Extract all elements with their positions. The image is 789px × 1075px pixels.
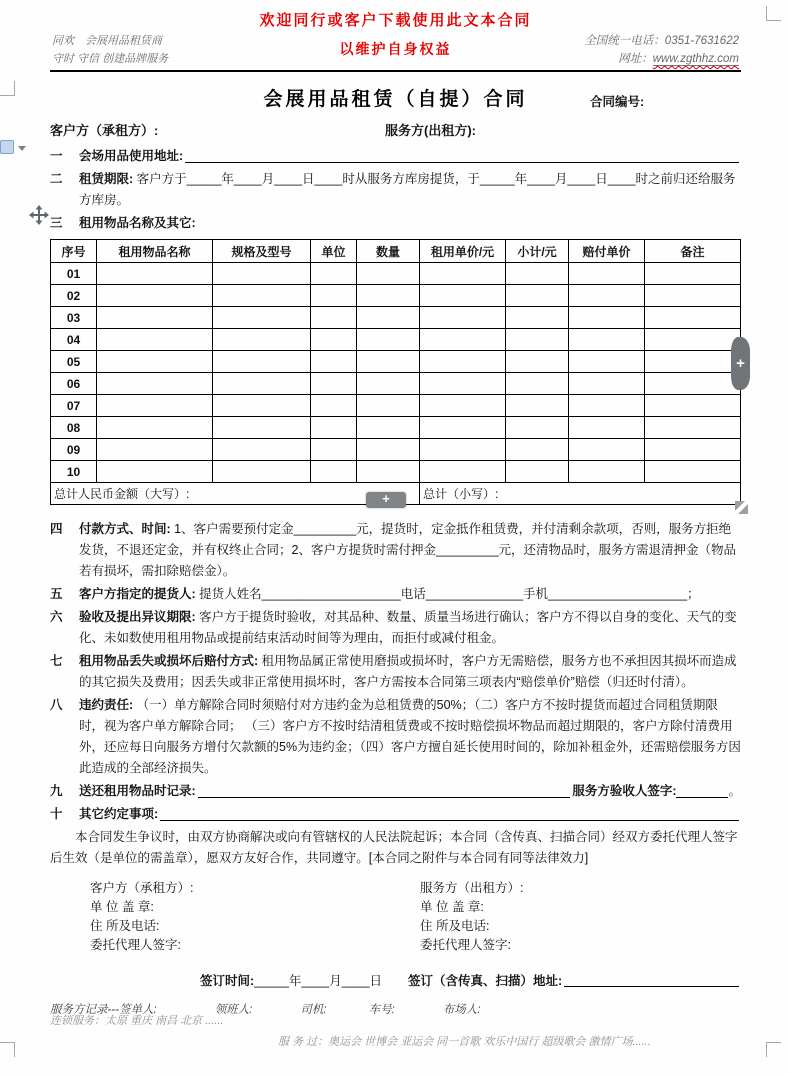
page-footer <box>50 1012 741 1049</box>
item-cell[interactable] <box>213 285 311 307</box>
table-row <box>51 373 741 395</box>
item-cell[interactable] <box>569 263 645 285</box>
item-cell[interactable] <box>569 307 645 329</box>
item-cell[interactable] <box>213 461 311 483</box>
item-cell[interactable] <box>213 263 311 285</box>
clause-label: 会场用品使用地址: <box>79 149 184 163</box>
resize-handle-icon[interactable] <box>733 499 750 516</box>
item-cell[interactable] <box>357 461 420 483</box>
website-link[interactable]: www.zgthhz.com <box>652 53 739 65</box>
sig-customer-seal: 单 位 盖 章: <box>90 900 154 914</box>
col-header-spec: 规格及型号 <box>213 240 311 263</box>
item-cell[interactable] <box>311 351 357 373</box>
sig-service-agent: 委托代理人签字: <box>420 938 511 952</box>
item-cell[interactable] <box>569 417 645 439</box>
items-table-body <box>51 263 741 483</box>
clause-number: 八 <box>50 698 63 712</box>
sig-service-address: 住 所及电话: <box>420 919 490 933</box>
row-number-cell: 02 <box>51 285 97 307</box>
total-amount-words-label[interactable]: 总计人民币金额（大写）: <box>51 483 420 505</box>
item-cell[interactable] <box>420 285 506 307</box>
clause-text: 1、客户需要预付定金_________元，提货时，定金抵作租赁费，并付清剩余款项，否则，服务方拒绝发货，不退还定金，并有权终止合同；2、客户方提货时需付押金_________元，还清物品时，服务方需退清押金（物品若有损坏，需扣除赔偿金）。 <box>79 522 737 578</box>
table-row <box>51 285 741 307</box>
clause-number: 七 <box>50 654 63 668</box>
clause-label: 付款方式、时间: <box>79 522 171 536</box>
item-cell[interactable] <box>645 263 741 285</box>
item-cell[interactable] <box>357 373 420 395</box>
clause-label: 客户方指定的提货人: <box>79 587 196 601</box>
item-cell[interactable] <box>357 417 420 439</box>
clause-text: 客户方于提货时验收，对其品种、数量、质量当场进行确认；客户方不得以自身的变化、天气的变化、未如数使用租用物品或提前结束活动时间等为理由，而拒付或减付租金。 <box>79 610 737 645</box>
item-cell[interactable] <box>311 307 357 329</box>
table-row <box>51 439 741 461</box>
spacer <box>382 971 408 991</box>
closing-paragraph: 本合同发生争议时，由双方协商解决或向有管辖权的人民法院起诉；本合同（含传真、扫描合同）经双方委托代理人签字后生效（是单位的需盖章），愿双方友好合作，共同遵守。[本合同之附件与本合同有同等法律效力] <box>50 830 738 865</box>
col-header-compensation: 赔付单价 <box>569 240 645 263</box>
item-cell[interactable] <box>506 439 569 461</box>
record-plate: 车号: <box>368 1004 395 1016</box>
col-header-unit: 单位 <box>311 240 357 263</box>
item-cell[interactable] <box>97 461 213 483</box>
col-header-subtotal: 小计/元 <box>506 240 569 263</box>
item-cell[interactable] <box>311 285 357 307</box>
item-cell[interactable] <box>645 307 741 329</box>
insert-button[interactable]: + <box>366 492 406 508</box>
blank-underline <box>160 820 739 821</box>
sig-customer-party: 客户方（承租方）: <box>90 881 194 895</box>
clause-payment <box>50 519 741 582</box>
phone-number: 全国统一电话：0351-7631622 <box>584 35 739 47</box>
clause-number: 十 <box>50 807 63 821</box>
item-cell[interactable] <box>420 395 506 417</box>
item-cell[interactable] <box>357 307 420 329</box>
row-number-cell: 05 <box>51 351 97 373</box>
item-cell[interactable] <box>420 351 506 373</box>
move-arrows-icon <box>29 205 49 225</box>
record-foreman: 领班人: <box>214 1004 253 1016</box>
page-content <box>50 6 741 1017</box>
table-row <box>51 263 741 285</box>
clause-label: 违约责任: <box>79 698 134 712</box>
letterhead <box>50 6 741 72</box>
resize-triangles-icon <box>733 499 750 516</box>
col-header-unit-price: 租用单价/元 <box>420 240 506 263</box>
item-cell[interactable] <box>420 307 506 329</box>
item-cell[interactable] <box>506 285 569 307</box>
crop-mark-top-left <box>0 81 15 96</box>
clause-rental-period <box>50 169 741 211</box>
clause-other-terms <box>50 804 741 825</box>
sig-service-party: 服务方（出租方）: <box>420 881 524 895</box>
row-number-cell: 07 <box>51 395 97 417</box>
item-cell[interactable] <box>311 263 357 285</box>
promo-text-line1: 欢迎同行或客户下载使用此文本合同 <box>259 12 532 29</box>
clause-number: 一 <box>50 149 63 163</box>
table-row <box>51 351 741 373</box>
item-cell[interactable] <box>311 439 357 461</box>
crop-mark-bottom-left <box>0 1042 15 1057</box>
item-cell[interactable] <box>311 373 357 395</box>
record-prefix: 服务方记录---签单人: <box>50 1004 157 1016</box>
clause-number: 四 <box>50 522 63 536</box>
table-row <box>51 461 741 483</box>
col-header-item-name: 租用物品名称 <box>97 240 213 263</box>
clause-number: 六 <box>50 610 63 624</box>
clause-return-record <box>50 781 741 802</box>
item-cell[interactable] <box>213 329 311 351</box>
item-cell[interactable] <box>213 307 311 329</box>
parties-row <box>50 120 741 140</box>
item-cell[interactable] <box>420 461 506 483</box>
item-cell[interactable] <box>506 395 569 417</box>
blank-underline <box>185 162 739 163</box>
col-header-remark: 备注 <box>645 240 741 263</box>
item-cell[interactable] <box>506 373 569 395</box>
item-cell[interactable] <box>420 417 506 439</box>
page-title: 会展用品租赁（自提）合同 <box>263 89 528 110</box>
item-cell[interactable] <box>311 395 357 417</box>
item-cell[interactable] <box>311 461 357 483</box>
website-line <box>618 50 739 66</box>
item-cell[interactable] <box>569 329 645 351</box>
signature-block <box>50 879 741 955</box>
crop-mark-bottom-right <box>766 1042 781 1057</box>
item-cell[interactable] <box>569 351 645 373</box>
clause-number: 三 <box>50 216 63 230</box>
chevron-down-icon[interactable] <box>18 146 26 151</box>
item-cell[interactable] <box>357 263 420 285</box>
item-cell[interactable] <box>506 329 569 351</box>
row-number-cell: 01 <box>51 263 97 285</box>
clause-label: 租用物品名称及其它: <box>79 216 196 230</box>
served-events-line: 服 务 过：奥运会 世博会 亚运会 同一首歌 欢乐中国行 超级歌会 激情广场...... <box>278 1036 651 1048</box>
chain-service-line: 连锁服务：太原 重庆 南昌 北京 ...... <box>50 1015 224 1027</box>
clause-label: 验收及提出异议期限: <box>79 610 196 624</box>
item-cell[interactable] <box>311 329 357 351</box>
table-row <box>51 329 741 351</box>
clause-number: 二 <box>50 172 63 186</box>
record-setup-person: 布场人: <box>442 1004 481 1016</box>
item-cell[interactable] <box>569 461 645 483</box>
item-cell[interactable] <box>97 285 213 307</box>
clause-label: 租赁期限: <box>79 172 134 186</box>
item-cell[interactable] <box>569 285 645 307</box>
table-move-handle-icon[interactable] <box>29 205 49 225</box>
clause-suffix: 。 <box>728 784 741 798</box>
item-cell[interactable] <box>569 373 645 395</box>
clause-loss-damage <box>50 651 741 693</box>
item-cell[interactable] <box>213 395 311 417</box>
row-number-cell: 09 <box>51 439 97 461</box>
crop-mark-top-right <box>766 6 781 21</box>
item-cell[interactable] <box>97 329 213 351</box>
clause-acceptance <box>50 607 741 649</box>
item-cell[interactable] <box>645 461 741 483</box>
paste-options-icon[interactable] <box>0 140 14 154</box>
promo-text-line2: 以维护自身权益 <box>339 41 452 57</box>
signature-blank <box>676 797 728 798</box>
sig-customer-agent: 委托代理人签字: <box>90 938 181 952</box>
clause-text: （一）单方解除合同时须赔付对方违约金为总租赁费的50%；（二）客户方不按时提货而超过合同租赁期限时，视为客户单方解除合同； （三）客户方不按时结清租赁费或不按时赔偿损坏物品而超过期限的，客户方除付清费用外，还应每日向服务方增付欠款额的5%为违约金；（四）客户方擅自延长使用时间的，除加补租金外，还需赔偿服务方因此造成的全部经济损失。 <box>79 698 741 775</box>
item-cell[interactable] <box>420 373 506 395</box>
item-cell[interactable] <box>311 417 357 439</box>
item-cell[interactable] <box>357 351 420 373</box>
clause-breach <box>50 695 741 779</box>
item-cell[interactable] <box>97 307 213 329</box>
item-cell[interactable] <box>213 417 311 439</box>
table-header-row <box>51 240 741 263</box>
signing-time-blanks: _____年____月____日 <box>254 974 383 988</box>
signing-address-label: 签订（含传真、扫描）地址: <box>408 974 563 988</box>
item-cell[interactable] <box>357 285 420 307</box>
item-cell[interactable] <box>569 439 645 461</box>
item-cell[interactable] <box>97 263 213 285</box>
clause-venue-address <box>50 146 741 167</box>
website-label: 网址： <box>618 53 653 65</box>
item-cell[interactable] <box>97 373 213 395</box>
item-cell[interactable] <box>506 351 569 373</box>
record-driver: 司机: <box>300 1004 327 1016</box>
item-cell[interactable] <box>506 461 569 483</box>
signing-time-label: 签订时间: <box>200 974 255 988</box>
item-cell[interactable] <box>420 263 506 285</box>
clause-number: 九 <box>50 784 63 798</box>
row-number-cell: 10 <box>51 461 97 483</box>
rental-items-table <box>50 239 741 505</box>
item-cell[interactable] <box>645 351 741 373</box>
party-service-label: 服务方(出租方): <box>385 123 476 138</box>
item-cell[interactable] <box>569 395 645 417</box>
item-cell[interactable] <box>506 307 569 329</box>
table-row <box>51 395 741 417</box>
item-cell[interactable] <box>645 439 741 461</box>
item-cell[interactable] <box>357 329 420 351</box>
clause-items-heading <box>50 213 741 234</box>
col-header-index: 序号 <box>51 240 97 263</box>
item-cell[interactable] <box>97 439 213 461</box>
row-number-cell: 06 <box>51 373 97 395</box>
item-cell[interactable] <box>420 439 506 461</box>
total-amount-figures-label[interactable]: 总计（小写）: <box>420 483 741 505</box>
item-cell[interactable] <box>97 351 213 373</box>
blank-underline <box>564 986 739 987</box>
item-cell[interactable] <box>645 417 741 439</box>
party-customer-label: 客户方（承租方）: <box>50 123 159 138</box>
row-number-cell: 03 <box>51 307 97 329</box>
clause-text: 提货人姓名____________________电话______________手机____________________； <box>199 587 700 601</box>
item-cell[interactable] <box>506 417 569 439</box>
clause-label: 送还租用物品时记录: <box>79 784 196 798</box>
blank-underline <box>198 797 571 798</box>
brand-slogan-line2: 守时 守信 创建品牌服务 <box>52 53 169 65</box>
table-row <box>51 417 741 439</box>
signing-line <box>50 971 741 991</box>
receiver-signature-label: 服务方验收人签字: <box>572 784 677 798</box>
clause-pickup-person <box>50 584 741 605</box>
col-header-qty: 数量 <box>357 240 420 263</box>
item-cell[interactable] <box>97 395 213 417</box>
sig-customer-address: 住 所及电话: <box>90 919 160 933</box>
item-cell[interactable] <box>213 351 311 373</box>
item-cell[interactable] <box>357 439 420 461</box>
row-number-cell: 04 <box>51 329 97 351</box>
clause-text: 租用物品属正常使用磨损或损坏时，客户方无需赔偿，服务方也不承担因其损坏而造成的其它损失及费用；因丢失或非正常使用损坏时，客户方需按本合同第三项表内“赔偿单价”赔偿（归还时付清）。 <box>79 654 737 689</box>
contract-number-label: 合同编号: <box>590 95 645 109</box>
item-cell[interactable] <box>506 263 569 285</box>
clause-label: 其它约定事项: <box>79 807 159 821</box>
table-row <box>51 307 741 329</box>
item-cell[interactable] <box>213 439 311 461</box>
clause-label: 租用物品丢失或损坏后赔付方式: <box>79 654 259 668</box>
item-cell[interactable] <box>645 395 741 417</box>
clause-text: 客户方于_____年____月____日____时从服务方库房提货，于_____年____月____日____时之前归还给服务方库房。 <box>79 172 736 207</box>
item-cell[interactable] <box>420 329 506 351</box>
brand-slogan-line1: 同欢 会展用品租赁商 <box>52 35 162 47</box>
signature-customer-column <box>90 879 420 955</box>
signature-service-column <box>420 879 741 955</box>
clause-number: 五 <box>50 587 63 601</box>
add-row-button[interactable]: + <box>731 337 750 390</box>
item-cell[interactable] <box>357 395 420 417</box>
item-cell[interactable] <box>645 329 741 351</box>
item-cell[interactable] <box>213 373 311 395</box>
item-cell[interactable] <box>645 285 741 307</box>
title-row <box>50 84 741 112</box>
item-cell[interactable] <box>97 417 213 439</box>
item-cell[interactable] <box>645 373 741 395</box>
row-number-cell: 08 <box>51 417 97 439</box>
sig-service-seal: 单 位 盖 章: <box>420 900 484 914</box>
